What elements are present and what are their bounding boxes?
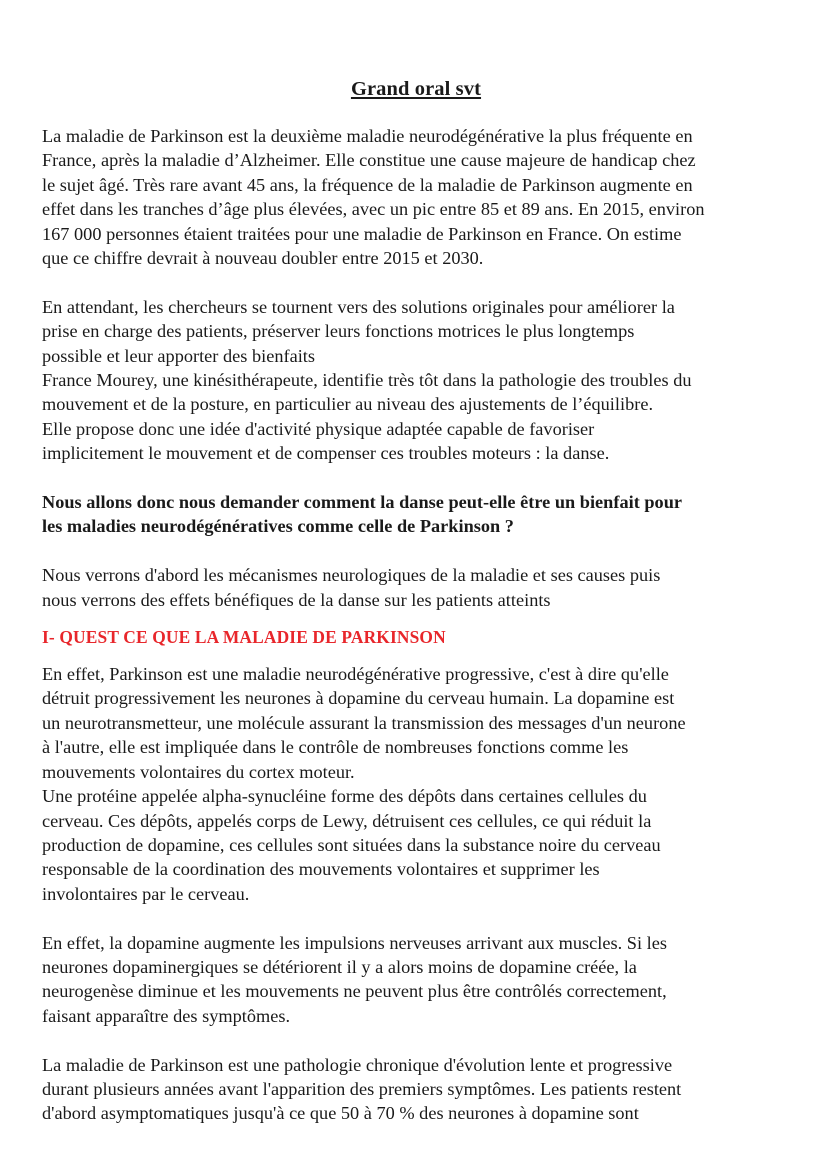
text-line: faisant apparaître des symptômes. [42, 1005, 291, 1026]
block-spacer-after-heading [42, 648, 790, 662]
text-line: effet dans les tranches d’âge plus élevées, avec un pic entre 85 et 89 ans. En 2015, environ [42, 199, 705, 220]
text-line: Nous verrons d'abord les mécanismes neurologiques de la maladie et ses causes puis [42, 565, 661, 586]
intro-paragraph [42, 124, 790, 270]
text-line: possible et leur apporter des bienfaits [42, 345, 316, 366]
block-spacer [42, 270, 790, 294]
text-line: France Mourey, une kinésithérapeute, identifie très tôt dans la pathologie des troubles du [42, 370, 692, 391]
text-line: les maladies neurodégénératives comme celle de Parkinson ? [42, 516, 514, 537]
text-line: En effet, la dopamine augmente les impulsions nerveuses arrivant aux muscles. Si les [42, 932, 667, 953]
text-line: à l'autre, elle est impliquée dans le contrôle de nombreuses fonctions comme les [42, 737, 629, 758]
text-line: le sujet âgé. Très rare avant 45 ans, la fréquence de la maladie de Parkinson augmente en [42, 174, 693, 195]
block-spacer [42, 466, 790, 490]
text-line: durant plusieurs années avant l'apparition des premiers symptômes. Les patients restent [42, 1078, 682, 1099]
text-line: que ce chiffre devrait à nouveau doubler entre 2015 et 2030. [42, 248, 484, 269]
chronic-evolution-paragraph [42, 1053, 790, 1126]
block-spacer [42, 906, 790, 930]
page-title: Grand oral svt [350, 78, 482, 100]
definition-paragraph [42, 662, 790, 906]
text-line: France, après la maladie d’Alzheimer. Elle constitue une cause majeure de handicap chez [42, 150, 696, 171]
text-line: 167 000 personnes étaient traitées pour une maladie de Parkinson en France. On estime [42, 223, 682, 244]
block-spacer-before-heading [42, 612, 790, 626]
text-line: mouvements volontaires du cortex moteur. [42, 761, 355, 782]
text-line: Elle propose donc une idée d'activité physique adaptée capable de favoriser [42, 418, 595, 439]
text-line: détruit progressivement les neurones à dopamine du cerveau humain. La dopamine est [42, 688, 675, 709]
text-line: La maladie de Parkinson est la deuxième maladie neurodégénérative la plus fréquente en [42, 126, 693, 146]
text-line: neurones dopaminergiques se détériorent il y a alors moins de dopamine créée, la [42, 956, 637, 977]
problematique-paragraph [42, 490, 790, 539]
block-spacer [42, 1028, 790, 1052]
text-line: Une protéine appelée alpha-synucléine forme des dépôts dans certaines cellules du [42, 786, 647, 807]
dopamine-paragraph [42, 931, 790, 1029]
text-line: mouvement et de la posture, en particulier au niveau des ajustements de l’équilibre. [42, 394, 654, 415]
text-line: prise en charge des patients, préserver leurs fonctions motrices le plus longtemps [42, 321, 635, 342]
document-body [42, 124, 790, 1126]
text-line: production de dopamine, ces cellules sont situées dans la substance noire du cerveau [42, 834, 661, 855]
text-line: involontaires par le cerveau. [42, 883, 250, 904]
text-line: d'abord asymptomatiques jusqu'à ce que 50 à 70 % des neurones à dopamine sont [42, 1103, 639, 1124]
text-line: implicitement le mouvement et de compenser ces troubles moteurs : la danse. [42, 443, 610, 464]
text-line: cerveau. Ces dépôts, appelés corps de Lewy, détruisent ces cellules, ce qui réduit la [42, 810, 652, 831]
title-spacer [42, 102, 790, 124]
text-line: Nous allons donc nous demander comment la danse peut-elle être un bienfait pour [42, 492, 682, 513]
plan-announcement-paragraph [42, 563, 790, 612]
text-line: responsable de la coordination des mouvements volontaires et supprimer les [42, 859, 600, 880]
text-line: La maladie de Parkinson est une pathologie chronique d'évolution lente et progressive [42, 1054, 673, 1075]
block-spacer [42, 539, 790, 563]
text-line: un neurotransmetteur, une molécule assurant la transmission des messages d'un neurone [42, 712, 686, 733]
text-line: nous verrons des effets bénéfiques de la danse sur les patients atteints [42, 589, 551, 610]
section-heading-1: I- QUEST CE QUE LA MALADIE DE PARKINSON [42, 627, 446, 648]
text-line: En effet, Parkinson est une maladie neurodégénérative progressive, c'est à dire qu'elle [42, 664, 669, 685]
researchers-paragraph [42, 295, 790, 466]
document-content [42, 76, 790, 1126]
text-line: En attendant, les chercheurs se tournent vers des solutions originales pour améliorer la [42, 296, 675, 317]
text-line: neurogenèse diminue et les mouvements ne peuvent plus être contrôlés correctement, [42, 981, 667, 1002]
